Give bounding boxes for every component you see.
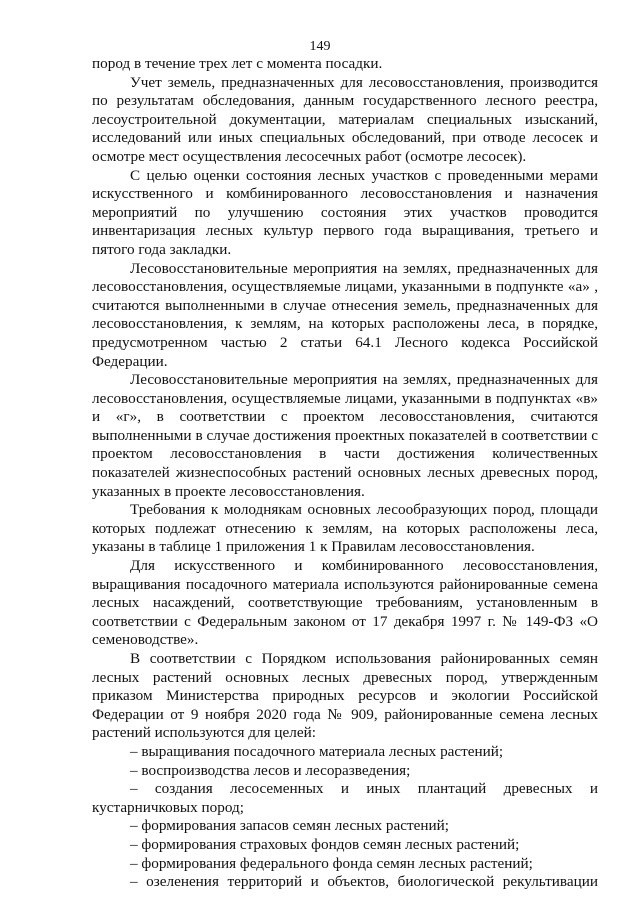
list-item: – озеленения территорий и объектов, биологической рекультивации — [130, 873, 598, 891]
paragraph: Лесовосстановительные мероприятия на землях, предназначенных для лесовосстановления, осуществляемые лицами, указанными в подпунктах «в» и «г», в соответствии с проектом лесовосстановления, считаются выполненными в случае достижения проектных показателей в соответствии с проектом лесовосстановления в части достижения количественных показателей жизнеспособных растений основных лесных древесных пород, указанных в проекте лесовосстановления. — [92, 371, 598, 500]
list-item: – воспроизводства лесов и лесоразведения; — [130, 761, 411, 779]
list-item: – выращивания посадочного материала лесных растений; — [130, 742, 504, 760]
paragraph: Для искусственного и комбинированного лесовосстановления, выращивания посадочного материала используются районированные семена лесных насаждений, соответствующие требованиям, установленным в соответствии с Федеральным законом от 17 декабря 1997 г. № 149-ФЗ «О семеноводстве». — [92, 557, 598, 649]
paragraph: С целью оценки состояния лесных участков с проведенными мерами искусственного и комбинированного лесовосстановления и назначения мероприятий по улучшению состояния этих участков проводится инвентаризация лесных культур первого года выращивания, третьего и пятого года закладки. — [92, 166, 598, 258]
document-body — [92, 55, 598, 892]
paragraph: Учет земель, предназначенных для лесовосстановления, производится по результатам обследования, данным государственного лесного реестра, лесоустроительной документации, материалам специальных изысканий, исследований или иных специальных обследований, при отводе лесосек и осмотре мест осуществления лесосечных работ (осмотре лесосек). — [92, 73, 598, 165]
list-item: – формирования федерального фонда семян лесных растений; — [130, 854, 533, 872]
list-item: – формирования страховых фондов семян лесных растений; — [130, 835, 520, 853]
page-number: 149 — [309, 39, 331, 54]
list-item-continuation: кустарничковых пород; — [92, 798, 244, 816]
paragraph: Лесовосстановительные мероприятия на землях, предназначенных для лесовосстановления, осуществляемые лицами, указанными в подпункте «а» , считаются выполненными в случае отнесения земель, предназначенных для лесовосстановления, к землям, на которых расположены леса, в порядке, предусмотренном частью 2 статьи 64.1 Лесного кодекса Российской Федерации. — [92, 259, 598, 370]
paragraph-continuation: пород в течение трех лет с момента посадки. — [92, 55, 383, 72]
list-item: – формирования запасов семян лесных растений; — [130, 817, 449, 835]
paragraph: В соответствии с Порядком использования районированных семян лесных растений основных лесных древесных пород, утвержденным приказом Министерства природных ресурсов и экологии Российской Федерации от 9 ноября 2020 года № 909, районированные семена лесных растений используются для целей: — [92, 650, 598, 742]
paragraph: Требования к молоднякам основных лесообразующих пород, площади которых подлежат отнесению к землям, на которых расположены леса, указаны в таблице 1 приложения 1 к Правилам лесовосстановления. — [92, 501, 598, 556]
list-item: – создания лесосеменных и иных плантаций древесных и — [130, 780, 598, 798]
